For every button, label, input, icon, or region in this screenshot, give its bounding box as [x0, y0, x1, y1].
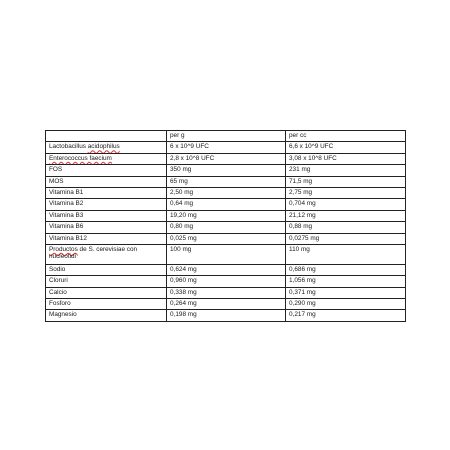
row-name-text: Vitamina B2: [49, 200, 84, 208]
row-name-cell: [46, 233, 167, 244]
row-name-cell: [46, 244, 167, 264]
row-name-text-rest: de S. cerevisiae con nucleotidi: [49, 245, 138, 261]
row-name-cell: [46, 187, 167, 198]
header-cell-per-cc: per cc: [286, 131, 406, 142]
row-name-cell: [46, 222, 167, 233]
row-per-g-cell: 0,198 mg: [167, 310, 286, 321]
row-per-g-cell: 6 x 10^9 UFC: [167, 142, 286, 153]
row-per-g-cell: 0,624 mg: [167, 264, 286, 275]
row-per-cc-cell: 21,12 mg: [286, 210, 406, 221]
table-row: [46, 165, 406, 176]
row-per-cc-cell: 0,88 mg: [286, 222, 406, 233]
nutrition-table-container: [45, 130, 405, 322]
row-name-text: FOS: [49, 166, 63, 174]
row-name-text: Cloruri: [49, 277, 68, 285]
row-per-cc-cell: 0,290 mg: [286, 299, 406, 310]
row-per-cc-cell: 0,0275 mg: [286, 233, 406, 244]
row-per-g-cell: 2,8 x 10^8 UFC: [167, 153, 286, 164]
row-per-g-cell: 0,025 mg: [167, 233, 286, 244]
row-name-cell: [46, 176, 167, 187]
row-per-cc-cell: 0,704 mg: [286, 199, 406, 210]
row-name-cell: [46, 264, 167, 275]
row-name-text: Calcio: [49, 288, 67, 296]
row-per-cc-cell: 0,217 mg: [286, 310, 406, 321]
row-per-cc-cell: 231 mg: [286, 165, 406, 176]
table-row: [46, 299, 406, 310]
row-name-cell: [46, 153, 167, 164]
row-name-text-spellcheck: Enterococcus faecium: [49, 154, 112, 162]
table-row: [46, 264, 406, 275]
row-name-text: Sodio: [49, 265, 66, 273]
row-name-text: Fosforo: [49, 300, 71, 308]
row-per-cc-cell: 0,686 mg: [286, 264, 406, 275]
row-name-text: Magnesio: [49, 311, 77, 319]
row-name-text: Vitamina B12: [49, 234, 87, 242]
row-name-text: Vitamina B1: [49, 188, 84, 196]
nutrition-table: [45, 130, 406, 322]
row-name-text: MOS: [49, 177, 64, 185]
table-row: [46, 176, 406, 187]
table-header-row: [46, 131, 406, 142]
row-per-g-cell: 19,20 mg: [167, 210, 286, 221]
table-row: [46, 310, 406, 321]
table-row: [46, 187, 406, 198]
table-row: [46, 210, 406, 221]
row-name-cell: [46, 165, 167, 176]
row-name-text-spellcheck: acidophilus: [87, 143, 120, 151]
header-cell-name: [46, 131, 167, 142]
table-row: [46, 153, 406, 164]
row-name-text: Vitamina B3: [49, 211, 84, 219]
row-per-g-cell: 100 mg: [167, 244, 286, 264]
row-per-g-cell: 350 mg: [167, 165, 286, 176]
row-name-text: Lactobacillus: [49, 143, 88, 151]
table-row: [46, 287, 406, 298]
row-per-g-cell: 0,80 mg: [167, 222, 286, 233]
table-body: [46, 142, 406, 321]
table-row: [46, 244, 406, 264]
table-row: [46, 199, 406, 210]
row-name-cell: [46, 142, 167, 153]
row-per-g-cell: 0,264 mg: [167, 299, 286, 310]
row-per-cc-cell: 1,056 mg: [286, 276, 406, 287]
row-name-cell: [46, 299, 167, 310]
table-row: [46, 233, 406, 244]
row-name-cell: [46, 210, 167, 221]
table-row: [46, 276, 406, 287]
row-per-g-cell: 65 mg: [167, 176, 286, 187]
row-name-text: Vitamina B6: [49, 223, 84, 231]
row-per-cc-cell: 3,08 x 10^8 UFC: [286, 153, 406, 164]
row-per-g-cell: 2,50 mg: [167, 187, 286, 198]
header-cell-per-g: per g: [167, 131, 286, 142]
row-per-cc-cell: 110 mg: [286, 244, 406, 264]
row-name-text-spellcheck: Productos: [49, 245, 78, 253]
row-per-g-cell: 0,64 mg: [167, 199, 286, 210]
row-name-cell: [46, 287, 167, 298]
row-per-g-cell: 0,960 mg: [167, 276, 286, 287]
row-name-cell: [46, 199, 167, 210]
table-row: [46, 142, 406, 153]
row-per-cc-cell: 0,371 mg: [286, 287, 406, 298]
row-per-cc-cell: 71,5 mg: [286, 176, 406, 187]
row-per-cc-cell: 2,75 mg: [286, 187, 406, 198]
row-per-cc-cell: 6,6 x 10^9 UFC: [286, 142, 406, 153]
table-row: [46, 222, 406, 233]
row-per-g-cell: 0,338 mg: [167, 287, 286, 298]
row-name-cell: [46, 276, 167, 287]
row-name-cell: [46, 310, 167, 321]
